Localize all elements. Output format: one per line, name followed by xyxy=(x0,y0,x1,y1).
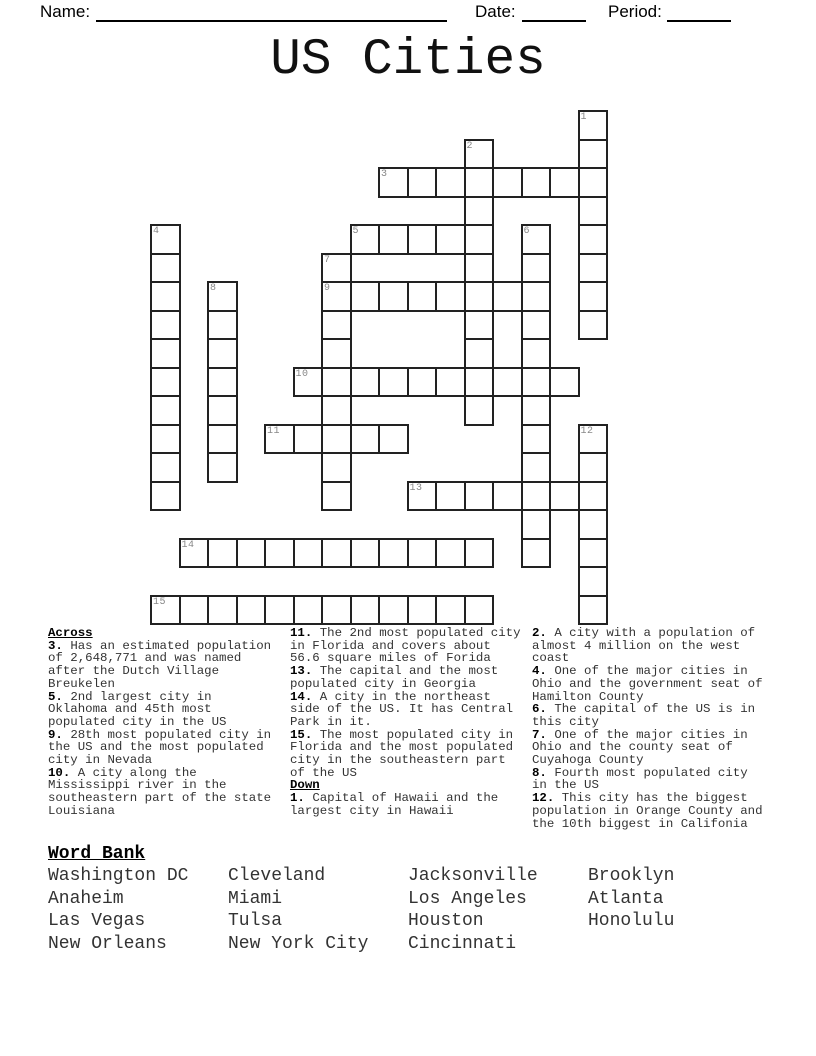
down-header: Down xyxy=(290,778,320,793)
word-bank-item: Los Angeles xyxy=(408,888,527,909)
word-bank-row xyxy=(48,888,788,911)
grid-cell[interactable] xyxy=(578,110,609,141)
grid-cell[interactable] xyxy=(464,310,495,341)
grid-cell[interactable] xyxy=(321,481,352,512)
grid-cell[interactable] xyxy=(350,367,381,398)
grid-cell[interactable] xyxy=(407,538,438,569)
clue-number: 1. xyxy=(290,791,305,806)
grid-cell[interactable] xyxy=(321,281,352,312)
grid-cell[interactable] xyxy=(378,424,409,455)
clue-text: 28th most populated city in the US and the most populated city in Nevada xyxy=(48,727,272,768)
grid-cell[interactable] xyxy=(435,367,466,398)
clue-text: The capital and the most populated city in Georgia xyxy=(290,664,499,691)
clue-item xyxy=(48,767,273,818)
clues-column-middle xyxy=(290,627,523,818)
word-bank-item: Tulsa xyxy=(228,911,283,932)
across-header: Across xyxy=(48,626,93,640)
grid-cell[interactable] xyxy=(264,538,295,569)
grid-cell[interactable] xyxy=(521,395,552,426)
clue-number: 10. xyxy=(48,765,71,780)
grid-cell[interactable] xyxy=(464,139,495,170)
word-bank-row xyxy=(48,910,788,933)
grid-cell[interactable] xyxy=(521,338,552,369)
cell-number: 7 xyxy=(324,254,331,266)
grid-cell[interactable] xyxy=(549,167,580,198)
clue-text: A city in the northeast side of the US. It has Central Park in it. xyxy=(290,689,514,729)
grid-cell[interactable] xyxy=(435,595,466,626)
grid-cell[interactable] xyxy=(578,566,609,597)
clue-item xyxy=(532,703,765,728)
word-bank-item: New Orleans xyxy=(48,934,167,955)
grid-cell[interactable] xyxy=(150,595,181,626)
clue-number: 6. xyxy=(532,702,547,717)
clue-item xyxy=(290,691,523,729)
word-bank-item: Brooklyn xyxy=(588,866,675,886)
grid-cell[interactable] xyxy=(464,167,495,198)
grid-cell[interactable] xyxy=(321,538,352,569)
grid-cell[interactable] xyxy=(150,481,181,512)
grid-cell[interactable] xyxy=(150,395,181,426)
grid-cell[interactable] xyxy=(378,167,409,198)
grid-cell[interactable] xyxy=(464,595,495,626)
grid-cell[interactable] xyxy=(464,281,495,312)
grid-cell[interactable] xyxy=(464,367,495,398)
date-blank[interactable] xyxy=(522,3,586,22)
cell-number: 3 xyxy=(381,169,388,180)
clue-item xyxy=(532,792,765,830)
clue-text: A city along the Mississippi river in the southeastern part of the state Louisiana xyxy=(48,765,272,818)
across-clues-list-continued xyxy=(290,627,523,779)
period-label: Period: xyxy=(608,2,662,21)
clue-text: Fourth most populated city in the US xyxy=(532,765,748,793)
cell-number: 4 xyxy=(153,226,160,237)
clue-item xyxy=(532,665,765,703)
crossword-grid xyxy=(151,111,607,624)
date-label: Date: xyxy=(475,2,516,21)
cell-number: 1 xyxy=(580,112,588,123)
grid-cell[interactable] xyxy=(407,481,438,512)
grid-cell[interactable] xyxy=(492,167,523,198)
clue-item xyxy=(290,665,523,690)
clue-text: Has an estimated population of 2,648,771 and was named after the Dutch Village Breukelen xyxy=(48,638,272,691)
grid-cell[interactable] xyxy=(207,395,238,426)
clue-number: 4. xyxy=(532,664,547,679)
cell-number: 13 xyxy=(409,482,423,494)
clue-number: 13. xyxy=(290,664,313,679)
cell-number: 8 xyxy=(210,283,217,294)
grid-cell[interactable] xyxy=(492,367,523,398)
clue-item xyxy=(48,691,273,729)
word-bank xyxy=(48,865,788,956)
grid-cell[interactable] xyxy=(578,509,609,540)
grid-cell[interactable] xyxy=(521,367,552,398)
grid-cell[interactable] xyxy=(293,595,324,626)
grid-cell[interactable] xyxy=(407,167,438,198)
word-bank-item: Houston xyxy=(408,911,484,932)
grid-cell[interactable] xyxy=(464,224,495,255)
word-bank-item: New York City xyxy=(228,934,369,955)
clue-text: This city has the biggest population in Orange County and the 10th biggest in Califonia xyxy=(532,791,763,831)
grid-cell[interactable] xyxy=(293,367,324,398)
cell-number: 14 xyxy=(181,539,195,551)
grid-cell[interactable] xyxy=(236,595,267,626)
clue-text: The most populated city in Florida and the most populated city in the southeastern part of the US xyxy=(290,727,514,780)
grid-cell[interactable] xyxy=(521,452,552,483)
grid-cell[interactable] xyxy=(521,538,552,569)
grid-cell[interactable] xyxy=(321,367,352,398)
clue-number: 15. xyxy=(290,727,313,742)
grid-cell[interactable] xyxy=(179,538,210,569)
grid-cell[interactable] xyxy=(264,595,295,626)
grid-cell[interactable] xyxy=(578,310,609,341)
grid-cell[interactable] xyxy=(521,253,552,284)
word-bank-item: Anaheim xyxy=(48,888,124,909)
grid-cell[interactable] xyxy=(407,281,438,312)
clue-number: 3. xyxy=(48,638,63,653)
grid-cell[interactable] xyxy=(378,367,409,398)
clue-number: 7. xyxy=(532,727,547,742)
cell-number: 10 xyxy=(295,368,309,380)
grid-cell[interactable] xyxy=(150,310,181,341)
cell-number: 11 xyxy=(267,425,281,437)
grid-cell[interactable] xyxy=(464,481,495,512)
grid-cell[interactable] xyxy=(578,424,609,455)
grid-cell[interactable] xyxy=(578,452,609,483)
grid-cell[interactable] xyxy=(321,452,352,483)
clue-item xyxy=(532,729,765,767)
name-label: Name: xyxy=(40,2,91,21)
grid-cell[interactable] xyxy=(207,424,238,455)
grid-cell[interactable] xyxy=(350,224,381,255)
word-bank-item: Atlanta xyxy=(588,888,664,909)
word-bank-item: Cleveland xyxy=(228,866,326,886)
grid-cell[interactable] xyxy=(521,424,552,455)
grid-cell[interactable] xyxy=(521,281,552,312)
grid-cell[interactable] xyxy=(350,424,381,455)
clue-text: One of the major cities in Ohio and the county seat of Cuyahoga County xyxy=(532,727,748,768)
clue-item xyxy=(290,729,523,780)
grid-cell[interactable] xyxy=(150,253,181,284)
grid-cell[interactable] xyxy=(407,595,438,626)
grid-cell[interactable] xyxy=(464,538,495,569)
grid-cell[interactable] xyxy=(150,452,181,483)
grid-cell[interactable] xyxy=(321,310,352,341)
grid-cell[interactable] xyxy=(549,481,580,512)
cell-number: 2 xyxy=(466,140,474,152)
grid-cell[interactable] xyxy=(150,367,181,398)
grid-cell[interactable] xyxy=(578,595,609,626)
word-bank-row xyxy=(48,933,788,956)
grid-cell[interactable] xyxy=(435,538,466,569)
word-bank-header: Word Bank xyxy=(48,844,146,864)
grid-cell[interactable] xyxy=(150,424,181,455)
clue-number: 5. xyxy=(48,689,63,704)
clue-text: The capital of the US is in this city xyxy=(532,702,756,729)
across-clues-list xyxy=(48,640,273,818)
grid-cell[interactable] xyxy=(207,338,238,369)
grid-cell[interactable] xyxy=(435,167,466,198)
grid-cell[interactable] xyxy=(578,538,609,569)
down-clues-list xyxy=(290,792,523,817)
word-bank-item: Honolulu xyxy=(588,911,675,932)
grid-cell[interactable] xyxy=(350,595,381,626)
grid-cell[interactable] xyxy=(521,167,552,198)
grid-cell[interactable] xyxy=(521,310,552,341)
grid-cell[interactable] xyxy=(207,452,238,483)
grid-cell[interactable] xyxy=(207,310,238,341)
grid-cell[interactable] xyxy=(378,538,409,569)
cell-number: 15 xyxy=(153,596,167,608)
clue-text: 2nd largest city in Oklahoma and 45th most populated city in the US xyxy=(48,689,227,729)
grid-cell[interactable] xyxy=(521,481,552,512)
word-bank-item: Jacksonville xyxy=(408,866,538,886)
period-blank[interactable] xyxy=(667,3,731,22)
grid-cell[interactable] xyxy=(321,395,352,426)
word-bank-item: Washington DC xyxy=(48,866,189,886)
clue-text: The 2nd most populated city in Florida and covers about 56.6 square miles of Forida xyxy=(290,626,521,666)
grid-cell[interactable] xyxy=(150,281,181,312)
grid-cell[interactable] xyxy=(578,167,609,198)
grid-cell[interactable] xyxy=(378,281,409,312)
clue-text: A city with a population of almost 4 million on the west coast xyxy=(532,626,756,666)
clue-item xyxy=(532,627,765,665)
grid-cell[interactable] xyxy=(321,338,352,369)
clue-number: 2. xyxy=(532,626,547,640)
grid-cell[interactable] xyxy=(207,538,238,569)
grid-cell[interactable] xyxy=(492,481,523,512)
clue-number: 14. xyxy=(290,689,313,704)
grid-cell[interactable] xyxy=(236,538,267,569)
clue-item xyxy=(532,767,765,792)
clue-number: 8. xyxy=(532,765,547,780)
grid-cell[interactable] xyxy=(207,281,238,312)
cell-number: 6 xyxy=(523,226,531,237)
grid-cell[interactable] xyxy=(407,224,438,255)
page-title: US Cities xyxy=(270,32,546,89)
cell-number: 12 xyxy=(580,425,594,437)
grid-cell[interactable] xyxy=(435,224,466,255)
grid-cell[interactable] xyxy=(464,196,495,227)
grid-cell[interactable] xyxy=(150,224,181,255)
clue-item xyxy=(48,640,273,691)
grid-cell[interactable] xyxy=(435,481,466,512)
grid-cell[interactable] xyxy=(578,281,609,312)
word-bank-row xyxy=(48,865,788,888)
word-bank-item: Cincinnati xyxy=(408,934,517,955)
grid-cell[interactable] xyxy=(321,253,352,284)
clue-number: 9. xyxy=(48,727,63,742)
grid-cell[interactable] xyxy=(378,595,409,626)
grid-cell[interactable] xyxy=(492,281,523,312)
word-bank-item: Miami xyxy=(228,888,283,909)
grid-cell[interactable] xyxy=(207,367,238,398)
grid-cell[interactable] xyxy=(407,367,438,398)
clue-item xyxy=(48,729,273,767)
grid-cell[interactable] xyxy=(549,367,580,398)
clue-item xyxy=(290,792,523,817)
grid-cell[interactable] xyxy=(578,196,609,227)
grid-cell[interactable] xyxy=(293,538,324,569)
clues-column-across xyxy=(48,627,273,818)
grid-cell[interactable] xyxy=(578,139,609,170)
grid-cell[interactable] xyxy=(321,595,352,626)
grid-cell[interactable] xyxy=(293,424,324,455)
grid-cell[interactable] xyxy=(464,338,495,369)
grid-cell[interactable] xyxy=(378,224,409,255)
grid-cell[interactable] xyxy=(435,281,466,312)
grid-cell[interactable] xyxy=(464,395,495,426)
grid-cell[interactable] xyxy=(321,424,352,455)
word-bank-item: Las Vegas xyxy=(48,911,146,932)
clues-column-down xyxy=(532,627,765,830)
cell-number: 5 xyxy=(352,226,360,237)
clue-item xyxy=(290,627,523,665)
grid-cell[interactable] xyxy=(464,253,495,284)
grid-cell[interactable] xyxy=(350,281,381,312)
grid-cell[interactable] xyxy=(264,424,295,455)
grid-cell[interactable] xyxy=(578,224,609,255)
grid-cell[interactable] xyxy=(578,253,609,284)
grid-cell[interactable] xyxy=(150,338,181,369)
down-clues-list-continued xyxy=(532,627,765,830)
clue-number: 11. xyxy=(290,626,313,640)
cell-number: 9 xyxy=(324,283,331,294)
grid-cell[interactable] xyxy=(179,595,210,626)
grid-cell[interactable] xyxy=(350,538,381,569)
grid-cell[interactable] xyxy=(521,509,552,540)
clue-text: Capital of Hawaii and the largest city in Hawaii xyxy=(290,791,499,818)
grid-cell[interactable] xyxy=(521,224,552,255)
grid-cell[interactable] xyxy=(578,481,609,512)
clue-text: One of the major cities in Ohio and the government seat of Hamilton County xyxy=(532,664,763,704)
name-blank[interactable] xyxy=(96,3,447,22)
clue-number: 12. xyxy=(532,791,555,806)
grid-cell[interactable] xyxy=(207,595,238,626)
